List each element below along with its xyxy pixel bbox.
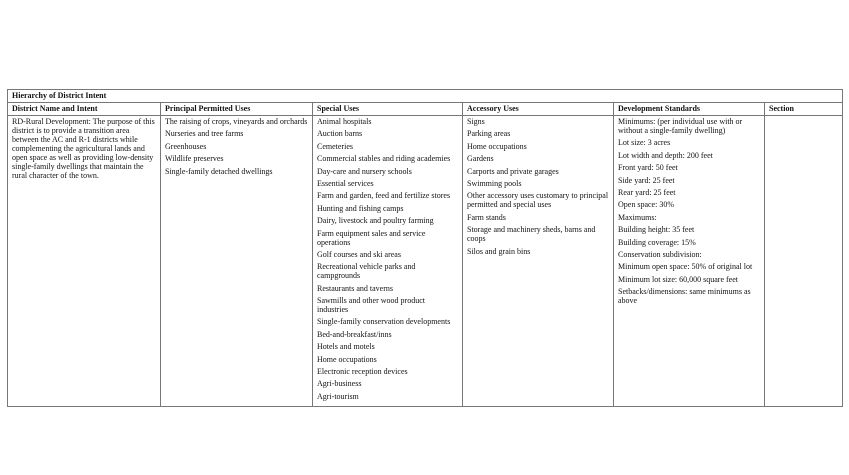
special-uses-list [317, 117, 458, 401]
special-use-item: Agri-business [317, 379, 362, 389]
special-use-item: Agri-tourism [317, 391, 359, 401]
special-use-item: Restaurants and taverns [317, 283, 393, 293]
special-use-item: Sawmills and other wood product industries [317, 296, 425, 315]
accessory-use-item: Parking areas [467, 129, 511, 139]
special-use-item: Farm and garden, feed and fertilize stores [317, 191, 451, 201]
special-use-item: Auction barns [317, 129, 363, 139]
accessory-uses-list [467, 117, 609, 256]
special-use-item: Hunting and fishing camps [317, 203, 404, 213]
special-use-item: Bed-and-breakfast/inns [317, 329, 392, 339]
accessory-use-item: Carports and private garages [467, 166, 559, 176]
development-standard-item: Front yard: 50 feet [618, 163, 678, 173]
special-use-item: Farm equipment sales and service operations [317, 228, 426, 247]
accessory-uses-cell [463, 116, 614, 407]
district-intent-text: RD-Rural Development: The purpose of this district is to provide a transition area between the AC and R-1 districts while complementing the agricultural lands and open space as well as providing low-density single-family dwellings that maintain the rural character of the town. [12, 117, 155, 180]
principal-use-item: The raising of crops, vineyards and orchards [165, 117, 308, 126]
development-standard-item: Open space: 30% [618, 200, 674, 210]
development-standard-item: Building coverage: 15% [618, 237, 696, 247]
principal-permitted-uses-cell [161, 116, 313, 407]
special-use-item: Home occupations [317, 354, 377, 364]
special-uses-cell [313, 116, 463, 407]
development-standard-item: Maximums: [618, 212, 657, 222]
special-use-item: Recreational vehicle parks and campgrounds [317, 262, 416, 281]
accessory-use-item: Signs [467, 117, 485, 126]
development-standard-item: Lot size: 3 acres [618, 138, 671, 148]
principal-permitted-uses-list [165, 117, 308, 176]
special-use-item: Commercial stables and riding academies [317, 154, 451, 164]
development-standard-item: Conservation subdivision: [618, 249, 702, 259]
header-row [8, 103, 843, 116]
special-use-item: Cemeteries [317, 141, 353, 151]
special-use-item: Electronic reception devices [317, 367, 408, 377]
principal-use-item: Single-family detached dwellings [165, 166, 273, 176]
accessory-use-item: Storage and machinery sheds, barns and coops [467, 225, 596, 244]
special-use-item: Dairy, livestock and poultry farming [317, 216, 434, 226]
special-use-item: Single-family conservation developments [317, 317, 451, 327]
special-use-item: Hotels and motels [317, 342, 375, 352]
accessory-use-item: Silos and grain bins [467, 246, 531, 256]
development-standards-list [618, 117, 760, 305]
special-use-item: Animal hospitals [317, 117, 372, 126]
development-standards-cell [614, 116, 765, 407]
accessory-use-item: Gardens [467, 154, 494, 164]
header-section: Section [765, 103, 843, 116]
title-row [8, 90, 843, 103]
special-use-item: Essential services [317, 178, 374, 188]
accessory-use-item: Home occupations [467, 141, 527, 151]
development-standard-item: Lot width and depth: 200 feet [618, 150, 713, 160]
development-standard-item: Minimum open space: 50% of original lot [618, 262, 753, 272]
table-row [8, 116, 843, 407]
header-development-standards: Development Standards [614, 103, 765, 116]
accessory-use-item: Swimming pools [467, 178, 522, 188]
development-standard-item: Minimums: (per individual use with or without a single-family dwelling) [618, 117, 743, 135]
special-use-item: Day-care and nursery schools [317, 166, 412, 176]
development-standard-item: Setbacks/dimensions: same minimums as above [618, 287, 751, 306]
header-accessory-uses: Accessory Uses [463, 103, 614, 116]
table-title: Hierarchy of District Intent [8, 90, 843, 103]
district-intent-cell [8, 116, 161, 407]
principal-use-item: Nurseries and tree farms [165, 129, 244, 139]
development-standard-item: Side yard: 25 feet [618, 175, 675, 185]
section-cell [765, 116, 843, 407]
accessory-use-item: Other accessory uses customary to principal permitted and special uses [467, 191, 609, 210]
header-district-name: District Name and Intent [8, 103, 161, 116]
header-principal-permitted-uses: Principal Permitted Uses [161, 103, 313, 116]
development-standard-item: Rear yard: 25 feet [618, 187, 676, 197]
accessory-use-item: Farm stands [467, 212, 506, 222]
header-special-uses: Special Uses [313, 103, 463, 116]
principal-use-item: Greenhouses [165, 141, 207, 151]
district-hierarchy-table [7, 89, 843, 407]
special-use-item: Golf courses and ski areas [317, 249, 401, 259]
principal-use-item: Wildlife preserves [165, 154, 224, 164]
development-standard-item: Building height: 35 feet [618, 225, 695, 235]
development-standard-item: Minimum lot size: 60,000 square feet [618, 274, 738, 284]
